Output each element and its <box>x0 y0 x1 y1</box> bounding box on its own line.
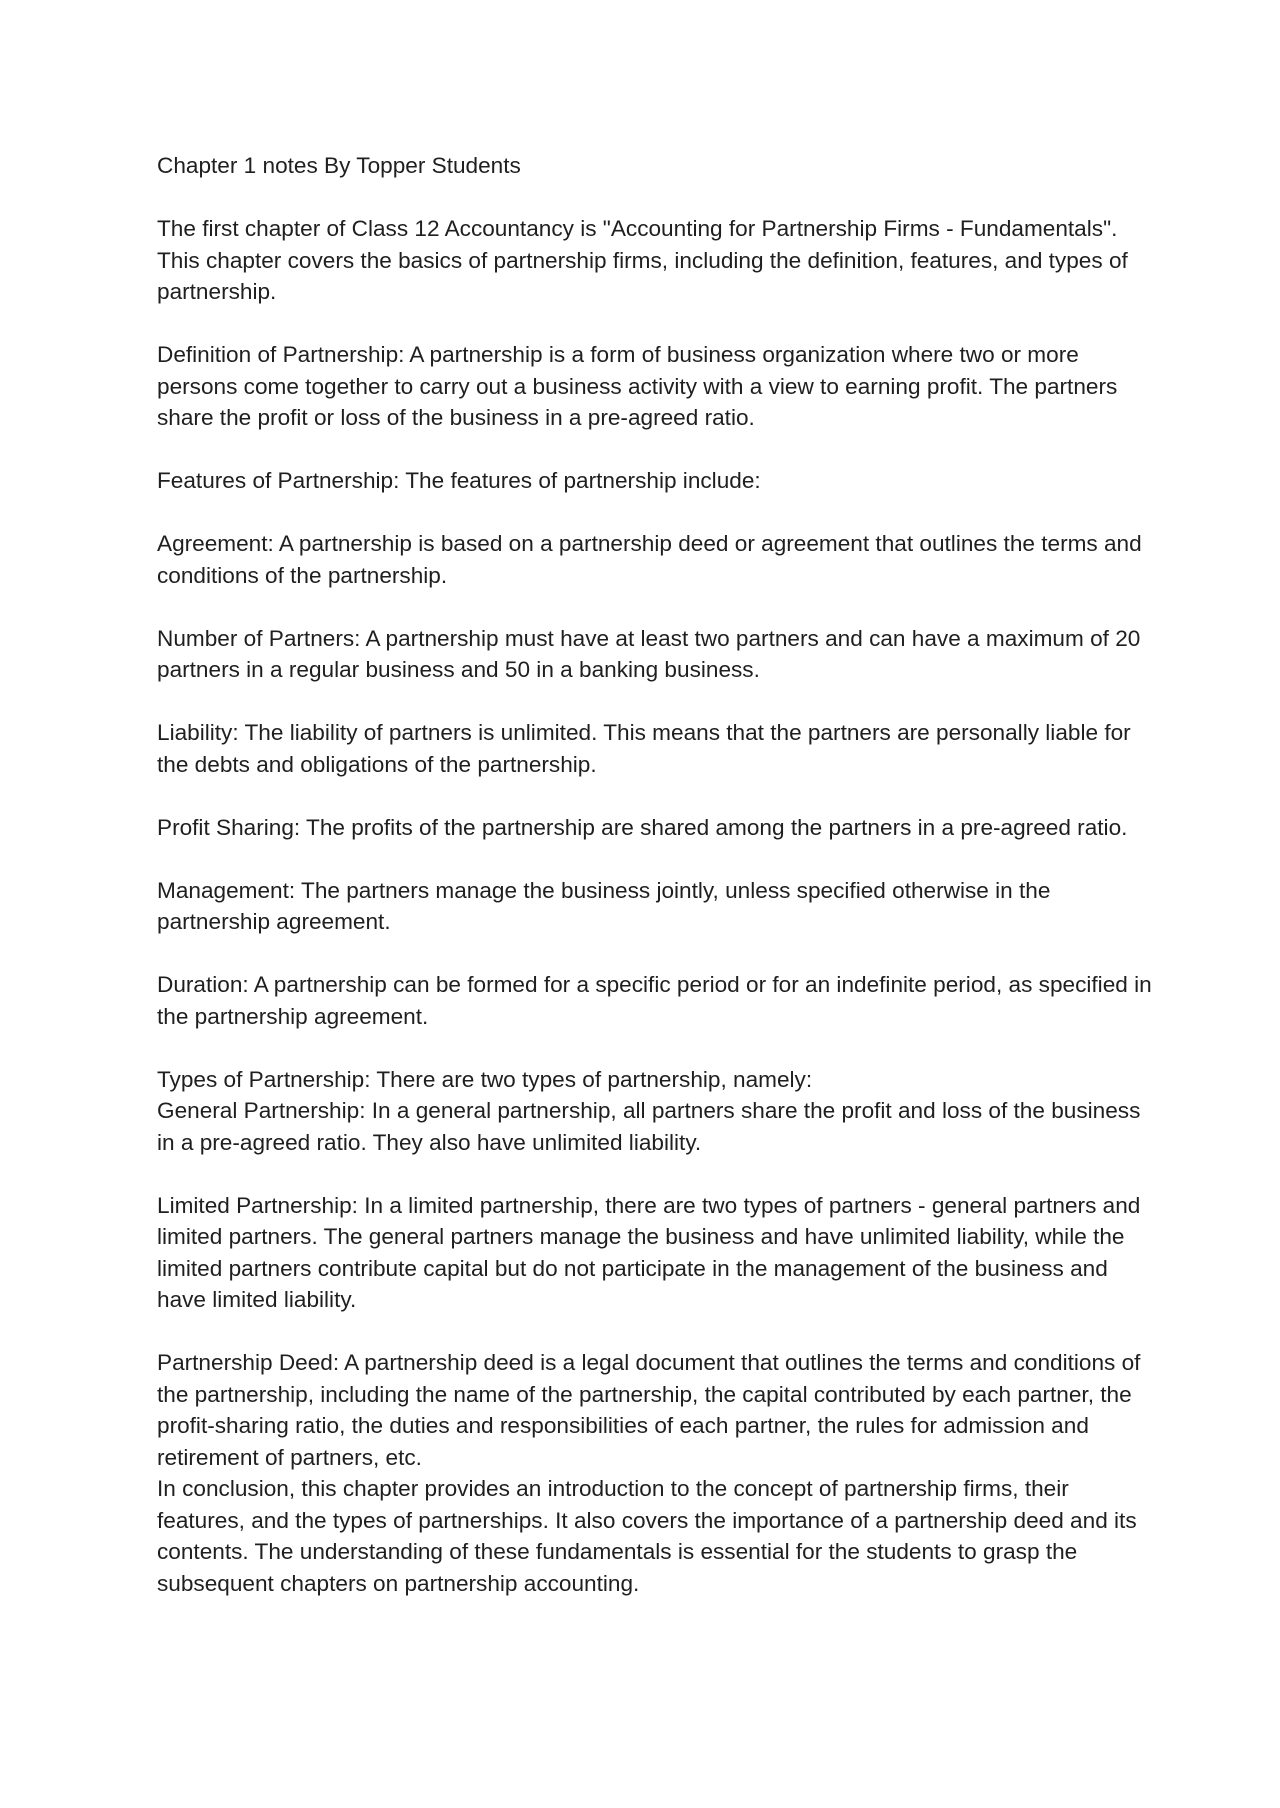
profit-sharing-paragraph: Profit Sharing: The profits of the partnership are shared among the partners in a pre-agreed ratio. <box>157 814 1128 840</box>
document-body <box>157 150 1157 1631</box>
limited-partnership-paragraph: Limited Partnership: In a limited partnership, there are two types of partners - general partners and limited partners. The general partners manage the business and have unlimited liability, while the limited partners contribute capital but do not participate in the management of the business and have limited liability. <box>157 1192 1141 1312</box>
types-heading-paragraph: Types of Partnership: There are two types of partnership, namely: <box>157 1066 813 1092</box>
liability-paragraph: Liability: The liability of partners is unlimited. This means that the partners are personally liable for the debts and obligations of the partnership. <box>157 720 1131 777</box>
agreement-paragraph: Agreement: A partnership is based on a partnership deed or agreement that outlines the terms and conditions of the partnership. <box>157 531 1142 588</box>
management-paragraph: Management: The partners manage the business jointly, unless specified otherwise in the partnership agreement. <box>157 877 1051 934</box>
features-heading-paragraph: Features of Partnership: The features of partnership include: <box>157 468 761 493</box>
duration-paragraph: Duration: A partnership can be formed for a specific period or for an indefinite period, as specified in the partnership agreement. <box>157 972 1152 1029</box>
intro-paragraph: The first chapter of Class 12 Accountancy is "Accounting for Partnership Firms - Fundamentals". This chapter covers the basics of partnership firms, including the definition, features, and types of partnership. <box>157 216 1128 304</box>
number-of-partners-paragraph: Number of Partners: A partnership must have at least two partners and can have a maximum of 20 partners in a regular business and 50 in a banking business. <box>157 625 1141 682</box>
definition-paragraph: Definition of Partnership: A partnership is a form of business organization where two or more persons come together to carry out a business activity with a view to earning profit. The partners share the profit or loss of the business in a pre-agreed ratio. <box>157 342 1118 430</box>
conclusion-paragraph: In conclusion, this chapter provides an introduction to the concept of partnership firms, their features, and the types of partnerships. It also covers the importance of a partnership deed and its contents. The understanding of these fundamentals is essential for the students to grasp the subsequent chapters on partnership accounting. <box>157 1476 1137 1596</box>
partnership-deed-paragraph: Partnership Deed: A partnership deed is a legal document that outlines the terms and conditions of the partnership, including the name of the partnership, the capital contributed by each partner, the profit-sharing ratio, the duties and responsibilities of each partner, the rules for admission and retirement of partners, etc. <box>157 1350 1141 1470</box>
general-partnership-paragraph: General Partnership: In a general partnership, all partners share the profit and loss of the business in a pre-agreed ratio. They also have unlimited liability. <box>157 1098 1141 1155</box>
document-title: Chapter 1 notes By Topper Students <box>157 153 521 178</box>
